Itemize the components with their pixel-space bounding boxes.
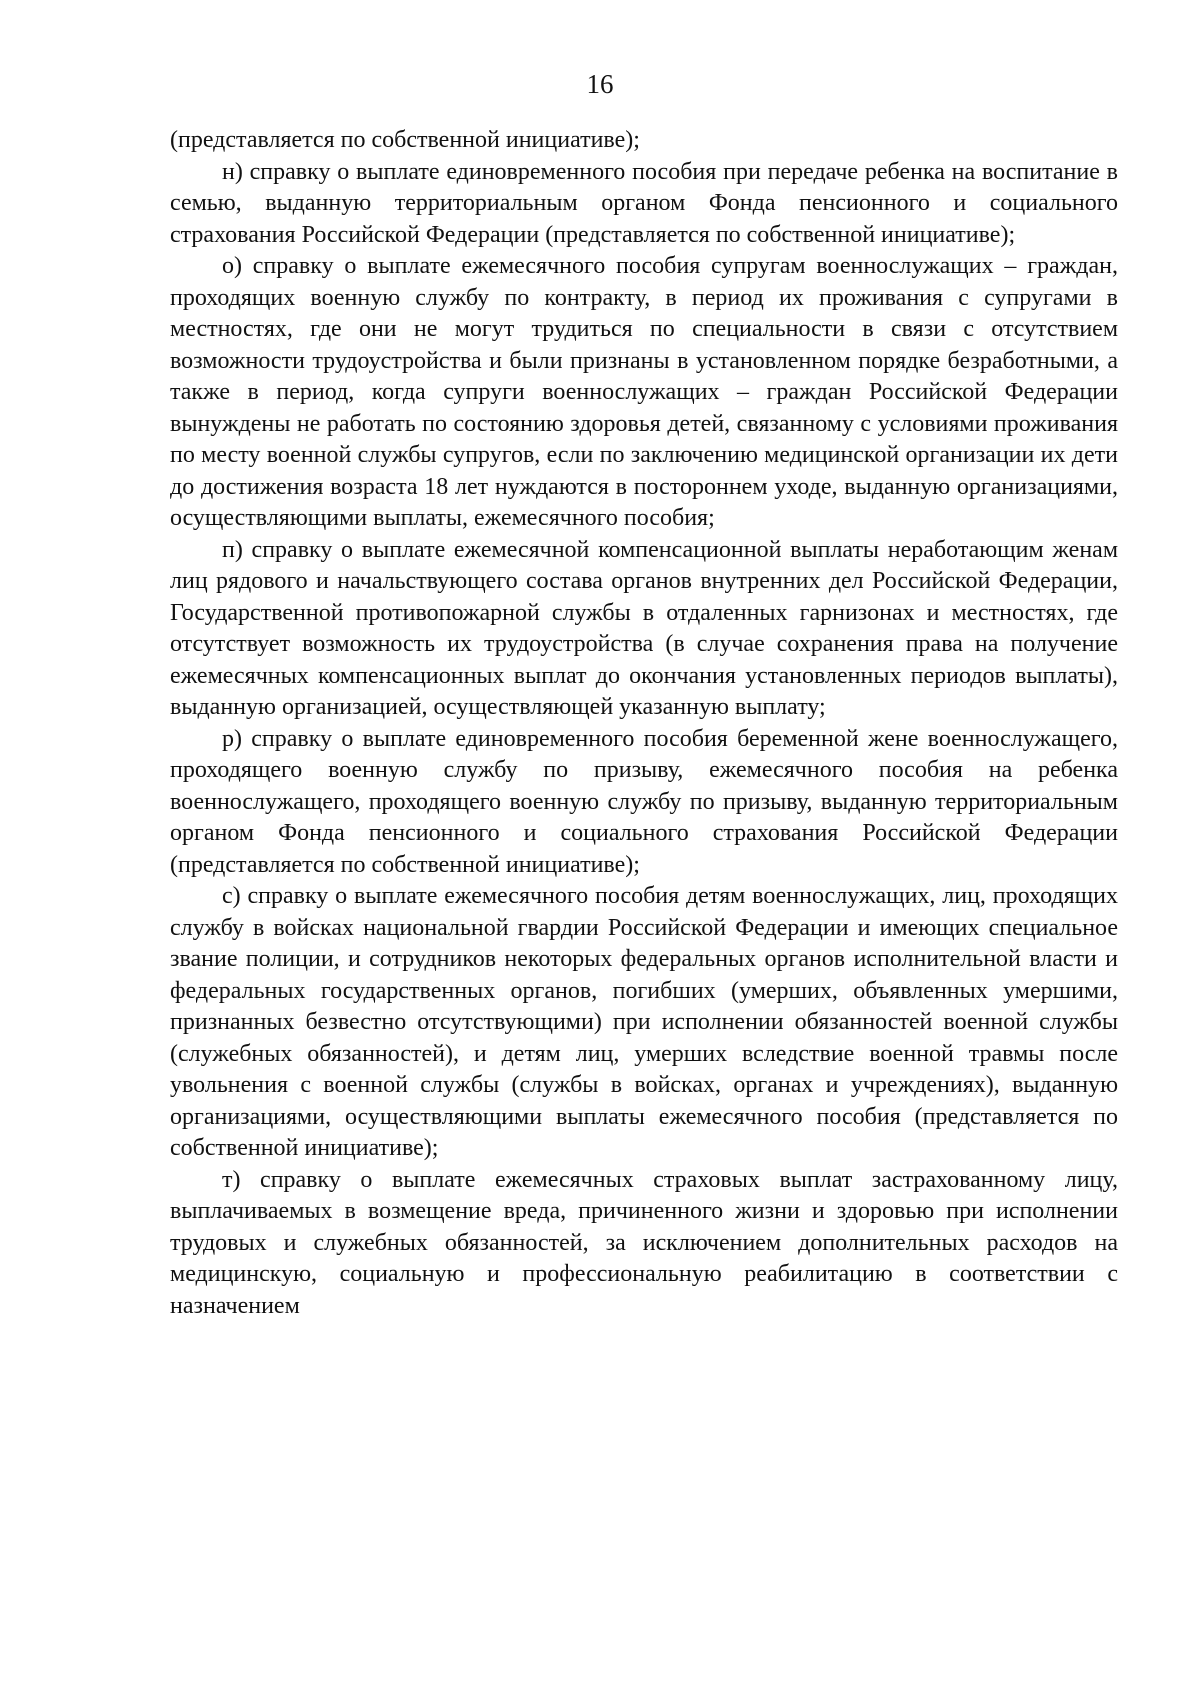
paragraph-item-o: о) справку о выплате ежемесячного пособия супругам военнослужащих – граждан, проходящих военную службу по контракту, в период их проживания с супругами в местностях, где они не могут трудиться по специальности в связи с отсутствием возможности трудоустройства и были признаны в установленном порядке безработными, а также в период, когда супруги военнослужащих – граждан Российской Федерации вынуждены не работать по состоянию здоровья детей, связанному с условиями проживания по месту военной службы супругов, если по заключению медицинской организации их дети до достижения возраста 18 лет нуждаются в постороннем уходе, выданную организациями, осуществляющими выплаты, ежемесячного пособия; (170, 253, 1118, 531)
paragraph-item-r: р) справку о выплате единовременного пособия беременной жене военнослужащего, проходящего военную службу по призыву, ежемесячного пособия на ребенка военнослужащего, проходящего военную службу по призыву, выданную территориальным органом Фонда пенсионного и социального страхования Российской Федерации (представляется по собственной инициативе); (170, 725, 1118, 878)
document-body (170, 125, 1118, 1322)
paragraph-item-s: с) справку о выплате ежемесячного пособия детям военнослужащих, лиц, проходящих службу в войсках национальной гвардии Российской Федерации и имеющих специальное звание полиции, и сотрудников некоторых федеральных органов исполнительной власти и федеральных государственных органов, погибших (умерших, объявленных умершими, признанных безвестно отсутствующими) при исполнении обязанностей военной службы (служебных обязанностей), и детям лиц, умерших вследствие военной травмы после увольнения с военной службы (службы в войсках, органах и учреждениях), выданную организациями, осуществляющими выплаты ежемесячного пособия (представляется по собственной инициативе); (170, 883, 1118, 1161)
paragraph-item-p: п) справку о выплате ежемесячной компенсационной выплаты неработающим женам лиц рядового и начальствующего состава органов внутренних дел Российской Федерации, Государственной противопожарной службы в отдаленных гарнизонах и местностях, где отсутствует возможность их трудоустройства (в случае сохранения права на получение ежемесячных компенсационных выплат до окончания установленных периодов выплаты), выданную организацией, осуществляющей указанную выплату; (170, 536, 1118, 720)
page-number: 16 (586, 69, 614, 99)
paragraph-item-t: т) справку о выплате ежемесячных страховых выплат застрахованному лицу, выплачиваемых в возмещение вреда, причиненного жизни и здоровью при исполнении трудовых и служебных обязанностей, за исключением дополнительных расходов на медицинскую, социальную и профессиональную реабилитацию в соответствии с назначением (170, 1166, 1118, 1319)
paragraph-item-n: н) справку о выплате единовременного пособия при передаче ребенка на воспитание в семью, выданную территориальным органом Фонда пенсионного и социального страхования Российской Федерации (представляется по собственной инициативе); (170, 158, 1118, 248)
paragraph-continuation: (представляется по собственной инициативе); (170, 127, 640, 153)
